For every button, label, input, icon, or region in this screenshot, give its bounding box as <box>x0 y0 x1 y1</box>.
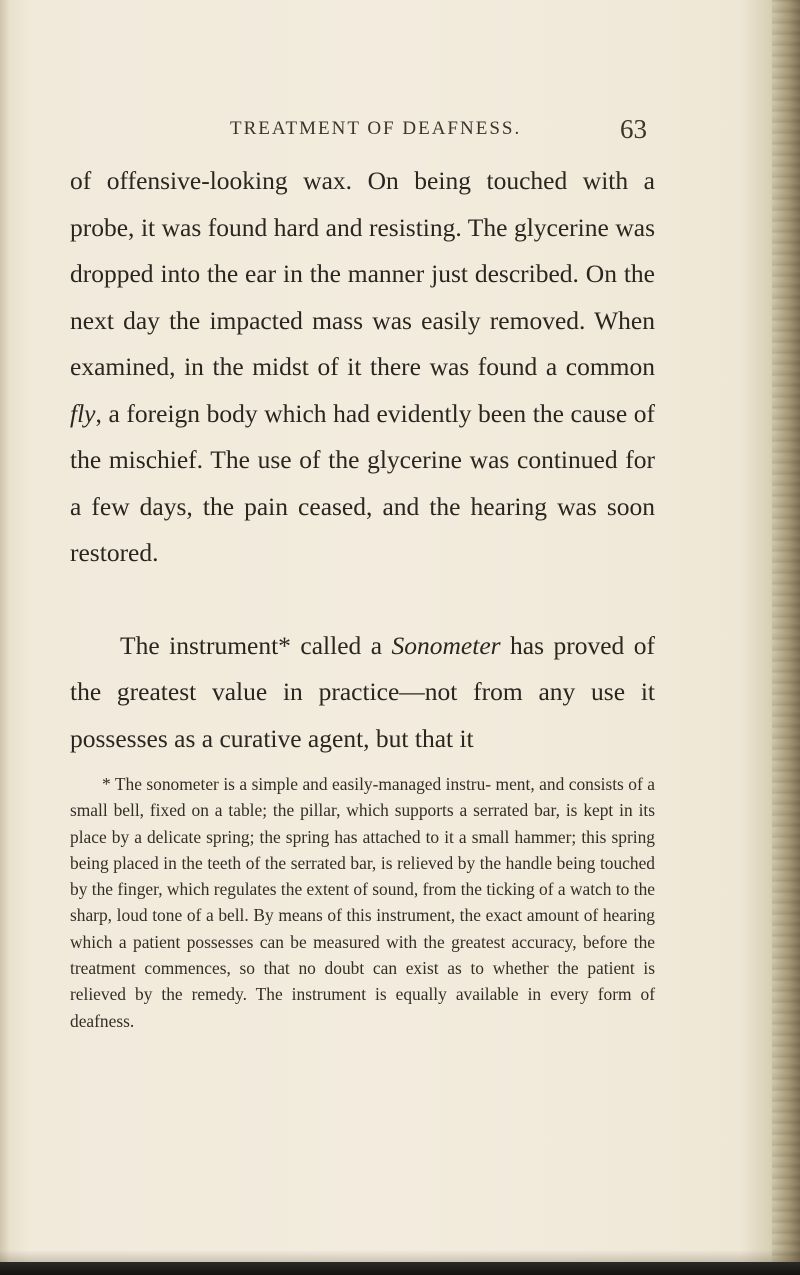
footnote-text: The sonometer is a simple and easily-managed instru- ment, and consists of a small bell, fixed on a table; the pillar, which supports a serrated bar, is kept in its place by a delicate spring; the spring has attached to it a small hammer; this spring being placed in the teeth of the serrated bar, is relieved by the handle being touched by the finger, which regulates the extent of sound, from the ticking of a watch to the sharp, loud tone of a bell. By means of this instrument, the exact amount of hearing which a patient possesses can be measured with the greatest accuracy, before the treatment commences, so that no doubt can exist as to whether the patient is relieved by the remedy. The instrument is equally available in every form of deafness. <box>70 774 655 1031</box>
paragraph-2-text-b: has proved of the greatest value in practice—not from any use it possesses as a curative agent, but that it <box>70 630 655 753</box>
italic-sonometer: Sonometer <box>391 630 501 660</box>
paragraph-1-text-b: , a foreign body which had evidently been the cause of the mischief. The use of the glycerine was continued for a few days, the pain ceased, and the hearing was soon restored. <box>70 398 655 567</box>
footnote-marker: * <box>102 774 111 794</box>
bottom-edge-strip <box>0 1262 800 1275</box>
page-edge <box>772 0 800 1275</box>
paragraph-2-text-a: The instrument* called a <box>120 630 392 660</box>
italic-fly: fly <box>70 398 96 428</box>
paragraph-2 <box>70 623 655 763</box>
footnote <box>70 771 655 1034</box>
page-gutter <box>0 0 10 1275</box>
body-text <box>70 158 655 762</box>
page-header <box>0 114 800 144</box>
paragraph-1-text-a: of offensive-looking wax. On being touched with a probe, it was found hard and resisting. The glycerine was dropped into the ear in the manner just described. On the next day the impacted mass was easily removed. When examined, in the midst of it there was found a common <box>70 166 655 381</box>
running-head: TREATMENT OF DEAFNESS. <box>230 118 522 139</box>
page-number: 63 <box>620 114 647 144</box>
paragraph-1 <box>70 158 655 577</box>
